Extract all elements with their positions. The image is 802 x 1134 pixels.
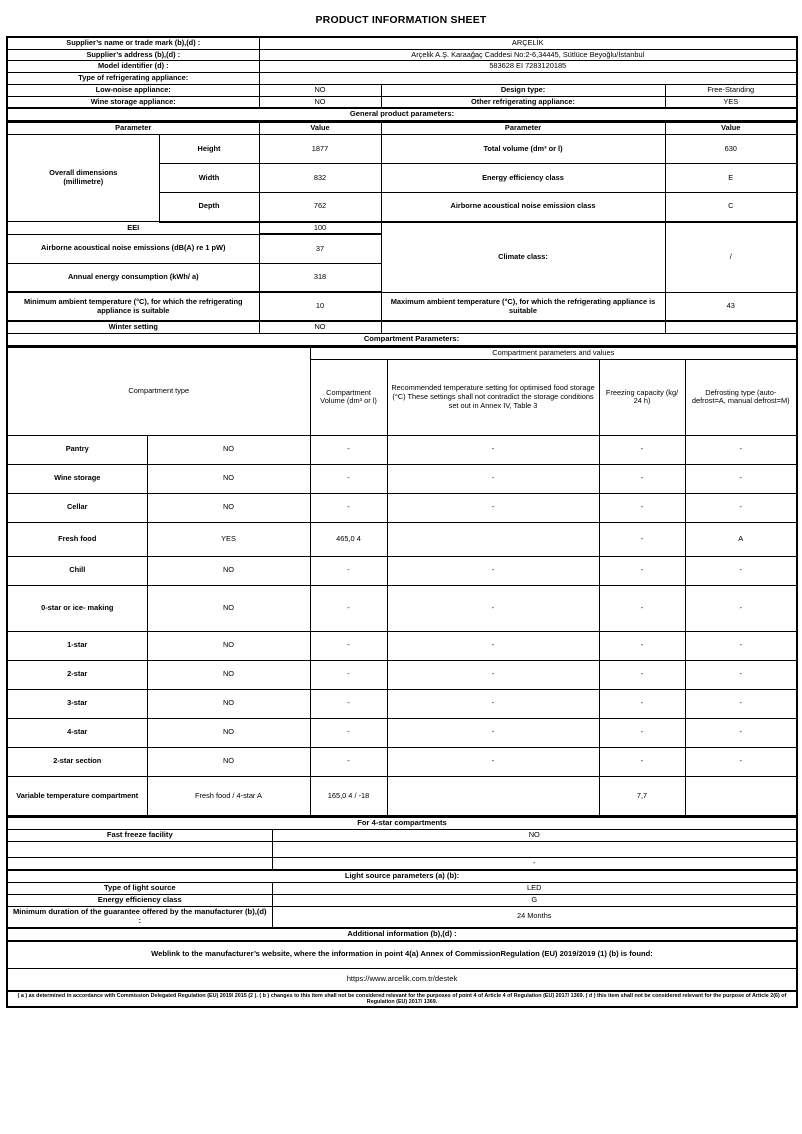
compartment-freezing-cell: - [599, 689, 685, 718]
design-type-value: Free-Standing [665, 84, 797, 96]
table-row [7, 321, 797, 333]
page-title: PRODUCT INFORMATION SHEET [315, 14, 487, 26]
compartment-present-cell: NO [147, 464, 310, 493]
compartment-volume-cell: - [310, 493, 387, 522]
min-ambient-temperature-label: Minimum ambient temperature (°C), for which the refrigerating appliance is suitable [7, 292, 259, 321]
table-row [7, 941, 797, 969]
compartment-volume-header: Compartment Volume (dm³ or l) [310, 359, 387, 435]
compartment-volume-cell: - [310, 660, 387, 689]
compartment-type-cell: Fresh food [7, 522, 147, 556]
compartment-temperature-cell: - [387, 689, 599, 718]
table-row [7, 96, 797, 108]
compartment-freezing-cell: - [599, 435, 685, 464]
compartment-freezing-cell: - [599, 631, 685, 660]
depth-value: 762 [259, 193, 381, 222]
table-row [7, 37, 797, 49]
compartment-type-cell: Cellar [7, 493, 147, 522]
table-row [7, 906, 797, 927]
airborne-noise-class-value: C [665, 193, 797, 222]
compartment-present-cell: NO [147, 435, 310, 464]
climate-class-label: Climate class: [381, 222, 665, 293]
compartment-temperature-cell [387, 776, 599, 816]
compartment-temperature-cell: - [387, 556, 599, 585]
wine-storage-appliance-value: NO [259, 96, 381, 108]
table-row [7, 73, 797, 85]
compartment-present-cell: NO [147, 631, 310, 660]
compartment-freezing-cell: - [599, 747, 685, 776]
width-value: 832 [259, 164, 381, 193]
table-row [7, 818, 797, 830]
guarantee-label: Minimum duration of the guarantee offered by the manufacturer (b),(d) : [7, 906, 272, 927]
table-row [7, 882, 797, 894]
table-row [7, 660, 797, 689]
compartment-parameters-group-header: Compartment parameters and values [310, 348, 797, 360]
design-type-label: Design type: [381, 84, 665, 96]
general-parameters-table [6, 122, 798, 347]
light-source-type-value: LED [272, 882, 797, 894]
airborne-noise-emissions-label: Airborne acoustical noise emissions (dB(A) re 1 pW) [7, 234, 259, 263]
table-row [7, 991, 797, 1008]
compartment-volume-cell: - [310, 585, 387, 631]
compartment-present-cell: NO [147, 689, 310, 718]
compartment-present-cell: NO [147, 556, 310, 585]
compartment-volume-cell: 165,0 4 / -18 [310, 776, 387, 816]
table-row [7, 928, 797, 941]
supplier-name-value: ARÇELİK [259, 37, 797, 49]
height-value: 1877 [259, 135, 381, 164]
compartment-type-cell: Wine storage [7, 464, 147, 493]
energy-efficiency-class-value: E [665, 164, 797, 193]
table-row [7, 108, 797, 121]
general-parameters-section-label: General product parameters: [7, 108, 797, 121]
compartment-present-cell: YES [147, 522, 310, 556]
compartment-volume-cell: 465,0 4 [310, 522, 387, 556]
overall-dimensions-line1: Overall dimensions [49, 168, 118, 178]
compartment-freezing-cell: 7,7 [599, 776, 685, 816]
compartment-present-cell: Fresh food / 4-star A [147, 776, 310, 816]
other-refrigerating-label: Other refrigerating appliance: [381, 96, 665, 108]
overall-dimensions-label [7, 135, 159, 222]
table-row [7, 123, 797, 135]
eei-label: EEI [7, 222, 259, 235]
compartment-temperature-cell: - [387, 631, 599, 660]
blank-row-value [272, 842, 797, 858]
compartment-type-cell: 2-star section [7, 747, 147, 776]
compartment-type-cell: 1-star [7, 631, 147, 660]
table-row [7, 556, 797, 585]
compartment-present-cell: NO [147, 747, 310, 776]
max-ambient-temperature-value: 43 [665, 292, 797, 321]
winter-setting-filler-right [665, 321, 797, 333]
winter-setting-value: NO [259, 321, 381, 333]
recommended-temperature-header: Recommended temperature setting for optimised food storage (°C) These settings shall not contradict the storage conditions set out in Annex IV, Table 3 [387, 359, 599, 435]
manufacturer-website-link[interactable]: https://www.arcelik.com.tr/destek [7, 969, 797, 991]
four-star-section-label: For 4-star compartments [7, 818, 797, 830]
appliance-type-value [259, 73, 797, 85]
table-row [7, 292, 797, 321]
compartment-type-cell: 0-star or ice- making [7, 585, 147, 631]
table-row [7, 493, 797, 522]
table-row [7, 222, 797, 235]
airborne-noise-emissions-value: 37 [259, 234, 381, 263]
depth-label: Depth [159, 193, 259, 222]
appliance-type-label: Type of refrigerating appliance: [7, 73, 259, 85]
compartment-freezing-cell: - [599, 660, 685, 689]
compartment-defrost-cell: - [685, 585, 797, 631]
compartment-defrost-cell: - [685, 718, 797, 747]
annual-energy-value: 318 [259, 263, 381, 292]
overall-dimensions-line2: (millimetre) [63, 177, 104, 187]
compartment-temperature-cell: - [387, 660, 599, 689]
compartment-type-cell: Variable temperature compartment [7, 776, 147, 816]
table-row [7, 464, 797, 493]
max-ambient-temperature-label: Maximum ambient temperature (°C), for which the refrigerating appliance is suitable [381, 292, 665, 321]
compartment-table [6, 347, 798, 817]
model-identifier-value: 583628 EI 7283120185 [259, 61, 797, 73]
table-row [7, 522, 797, 556]
table-row [7, 435, 797, 464]
footnote-text: ( a ) as determined in accordance with Commission Delegated Regulation (EU) 2019/ 2015 (2 ). ( b ) changes to this item shall not be considered relevant for the purposes of point 4 of Article 4 of Regulation (EU) 2017/ 1369. ( d ) this item shall not be considered relevant for the purpose of Article 2(6) of Regulation (EU) 2017/ 1369. [7, 991, 797, 1008]
compartment-present-cell: NO [147, 660, 310, 689]
min-ambient-temperature-value: 10 [259, 292, 381, 321]
table-row [7, 334, 797, 346]
compartment-volume-cell: - [310, 689, 387, 718]
compartment-defrost-cell: - [685, 660, 797, 689]
low-noise-value: NO [259, 84, 381, 96]
table-row [7, 585, 797, 631]
header-parameter-right: Parameter [381, 123, 665, 135]
energy-efficiency-class-label: Energy efficiency class [381, 164, 665, 193]
compartment-type-header: Compartment type [7, 348, 310, 436]
total-volume-label: Total volume (dm³ or l) [381, 135, 665, 164]
table-row [7, 842, 797, 858]
footer-table [6, 817, 798, 1008]
compartment-type-cell: Chill [7, 556, 147, 585]
table-row [7, 348, 797, 360]
winter-setting-label: Winter setting [7, 321, 259, 333]
other-refrigerating-value: YES [665, 96, 797, 108]
table-row [7, 870, 797, 882]
header-value-right: Value [665, 123, 797, 135]
header-parameter-left: Parameter [7, 123, 259, 135]
header-value-left: Value [259, 123, 381, 135]
model-identifier-label: Model identifier (d) : [7, 61, 259, 73]
compartment-type-cell: 4-star [7, 718, 147, 747]
compartment-defrost-cell: - [685, 556, 797, 585]
compartment-defrost-cell: - [685, 435, 797, 464]
compartment-defrost-cell: - [685, 464, 797, 493]
compartment-type-cell: 2-star [7, 660, 147, 689]
compartment-freezing-cell: - [599, 493, 685, 522]
table-row [7, 84, 797, 96]
compartment-defrost-cell: - [685, 689, 797, 718]
table-row [7, 776, 797, 816]
compartment-defrost-cell [685, 776, 797, 816]
dash-row-label [7, 858, 272, 870]
compartment-present-cell: NO [147, 493, 310, 522]
dash-row-value: - [272, 858, 797, 870]
compartment-defrost-cell: - [685, 493, 797, 522]
light-source-section-label: Light source parameters (a) (b): [7, 870, 797, 882]
additional-information-label: Additional information (b),(d) : [7, 928, 797, 941]
compartment-temperature-cell: - [387, 585, 599, 631]
compartment-freezing-cell: - [599, 556, 685, 585]
compartment-volume-cell: - [310, 718, 387, 747]
compartment-defrost-cell: A [685, 522, 797, 556]
table-row [7, 61, 797, 73]
eei-value: 100 [259, 222, 381, 235]
compartment-temperature-cell: - [387, 464, 599, 493]
compartment-volume-cell: - [310, 464, 387, 493]
compartment-freezing-cell: - [599, 522, 685, 556]
table-row [7, 894, 797, 906]
table-row [7, 689, 797, 718]
light-source-type-label: Type of light source [7, 882, 272, 894]
compartment-defrost-cell: - [685, 747, 797, 776]
table-row [7, 969, 797, 991]
compartment-parameters-section-label: Compartment Parameters: [7, 334, 797, 346]
compartment-freezing-cell: - [599, 585, 685, 631]
compartment-temperature-cell [387, 522, 599, 556]
compartment-present-cell: NO [147, 718, 310, 747]
compartment-volume-cell: - [310, 747, 387, 776]
table-row [7, 49, 797, 61]
table-row [7, 718, 797, 747]
compartment-type-cell: Pantry [7, 435, 147, 464]
table-row [7, 747, 797, 776]
supplier-address-value: Arçelik A.Ş. Karaağaç Caddesi No:2-6,34445, Sütlüce Beyoğlu/İstanbul [259, 49, 797, 61]
weblink-description: Weblink to the manufacturer’s website, where the information in point 4(a) Annex of CommissionRegulation (EU) 2019/2019 (1) (b) is found: [7, 941, 797, 969]
supplier-table [6, 36, 798, 122]
fast-freeze-value: NO [272, 830, 797, 842]
freezing-capacity-header: Freezing capacity (kg/ 24 h) [599, 359, 685, 435]
supplier-address-label: Supplier’s address (b),(d) : [7, 49, 259, 61]
height-label: Height [159, 135, 259, 164]
compartment-defrost-cell: - [685, 631, 797, 660]
compartment-temperature-cell: - [387, 493, 599, 522]
low-noise-label: Low-noise appliance: [7, 84, 259, 96]
table-row [7, 858, 797, 870]
compartment-temperature-cell: - [387, 747, 599, 776]
annual-energy-label: Annual energy consumption (kWh/ a) [7, 263, 259, 292]
compartment-type-cell: 3-star [7, 689, 147, 718]
light-source-class-label: Energy efficiency class [7, 894, 272, 906]
supplier-name-label: Supplier’s name or trade mark (b),(d) : [7, 37, 259, 49]
total-volume-value: 630 [665, 135, 797, 164]
compartment-freezing-cell: - [599, 718, 685, 747]
compartment-freezing-cell: - [599, 464, 685, 493]
fast-freeze-label: Fast freeze facility [7, 830, 272, 842]
blank-row-label [7, 842, 272, 858]
table-row [7, 135, 797, 164]
compartment-volume-cell: - [310, 556, 387, 585]
climate-class-value: / [665, 222, 797, 293]
compartment-present-cell: NO [147, 585, 310, 631]
compartment-temperature-cell: - [387, 435, 599, 464]
guarantee-value: 24 Months [272, 906, 797, 927]
width-label: Width [159, 164, 259, 193]
light-source-class-value: G [272, 894, 797, 906]
wine-storage-appliance-label: Wine storage appliance: [7, 96, 259, 108]
compartment-volume-cell: - [310, 435, 387, 464]
winter-setting-filler-left [381, 321, 665, 333]
compartment-volume-cell: - [310, 631, 387, 660]
compartment-temperature-cell: - [387, 718, 599, 747]
airborne-noise-class-label: Airborne acoustical noise emission class [381, 193, 665, 222]
table-row [7, 631, 797, 660]
defrosting-type-header: Defrosting type (auto-defrost=A, manual defrost=M) [685, 359, 797, 435]
table-row [7, 830, 797, 842]
